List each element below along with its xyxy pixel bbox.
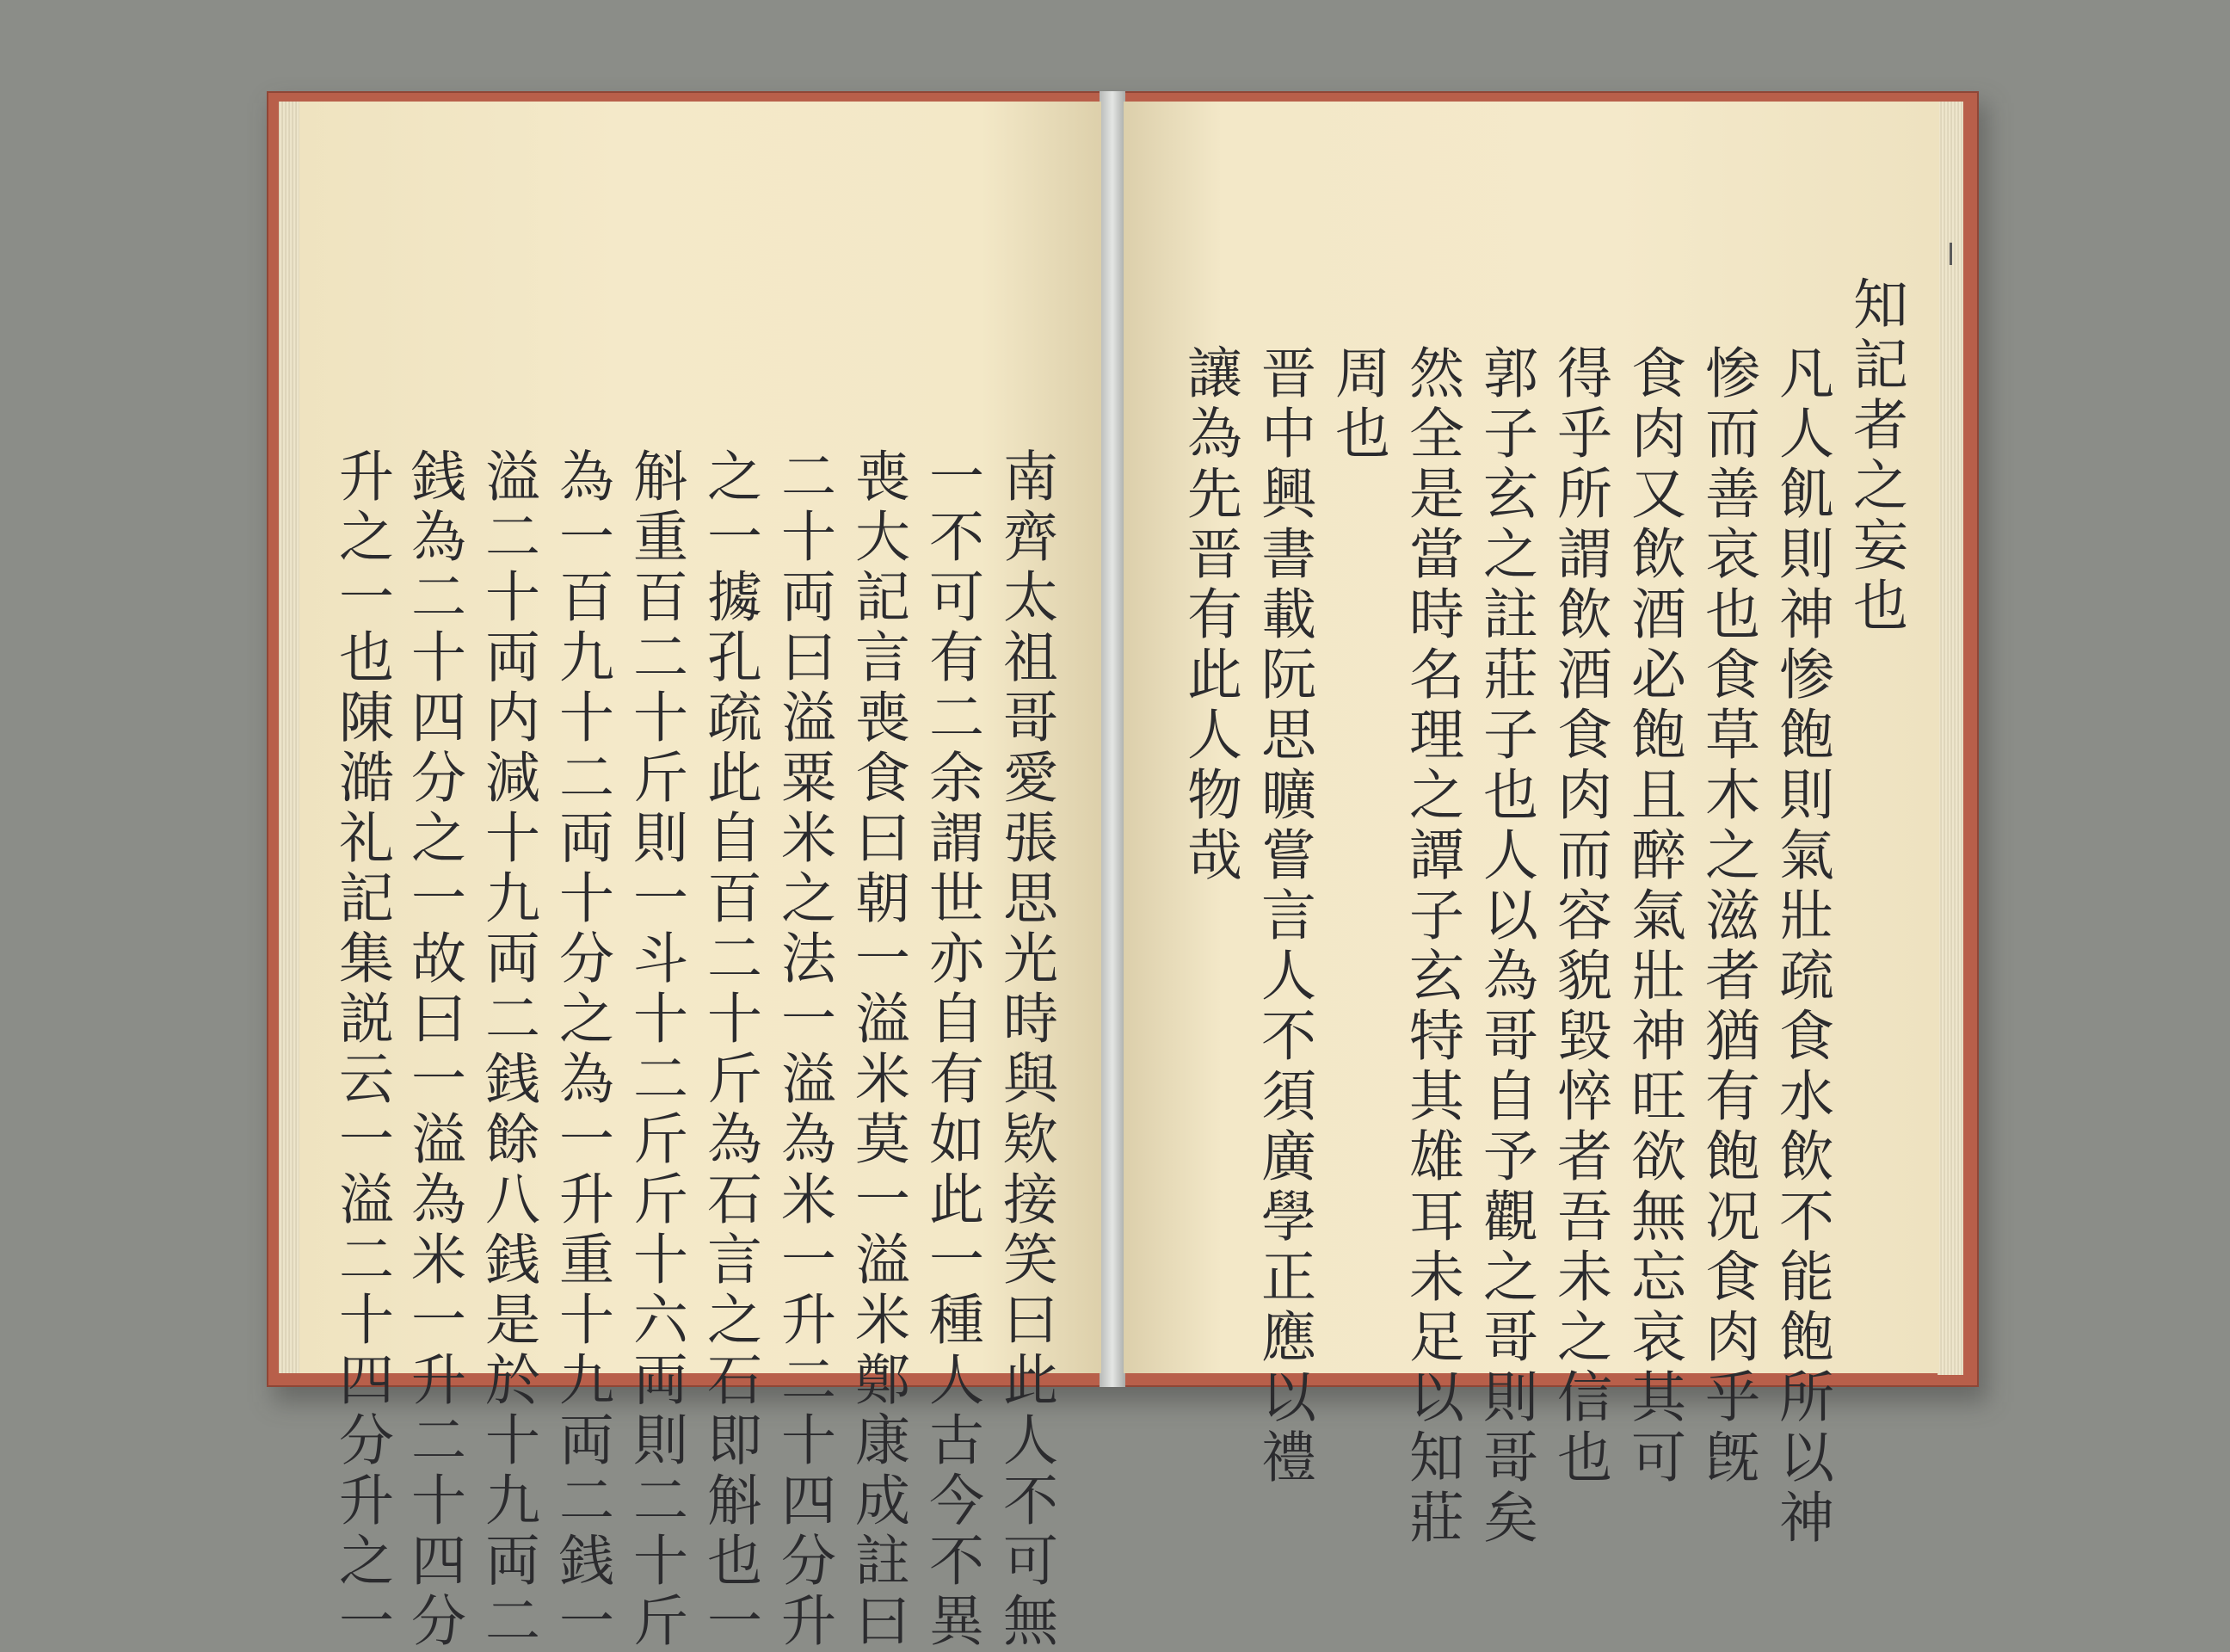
left-column-9: 銭為二十四分之一故曰一溢為米一升二十四分 <box>402 447 465 1652</box>
right-column-3: 惨而善哀也食草木之滋者猶有飽况食肉乎旣 <box>1696 344 1759 1489</box>
left-column-4: 二十両曰溢粟米之法一溢為米一升二十四分升 <box>772 447 835 1652</box>
right-column-6: 郭子玄之註莊子也人以為哥自予觀之哥則哥矣 <box>1474 344 1537 1549</box>
left-column-6: 斛重百二十斤則一斗十二斤斤十六両則二十斤 <box>624 447 687 1652</box>
right-column-5: 得乎所謂飲酒食肉而容貌毀悴者吾未之信也 <box>1548 344 1611 1489</box>
right-column-1: 知記者之妄也 <box>1844 275 1907 637</box>
book-spine <box>1100 91 1125 1387</box>
left-column-10: 升之一也陳澔礼記集説云一溢二十四分升之一 <box>330 447 393 1652</box>
left-column-2: 一不可有二余謂世亦自有如此一種人古今不異 <box>920 447 983 1652</box>
right-page <box>1124 102 1939 1549</box>
left-column-3: 喪大記言喪食曰朝一溢米莫一溢米鄭康成註曰 <box>846 447 909 1652</box>
right-column-10: 讓為先晋有此人物哉 <box>1178 344 1241 886</box>
left-page-edges <box>279 102 301 1373</box>
right-column-4: 食肉又飲酒必飽且醉氣壯神旺欲無忘哀其可 <box>1622 344 1685 1489</box>
left-column-1: 南齊太祖哥愛張思光時與欵接笑曰此人不可無 <box>994 447 1057 1652</box>
page-edge-mark <box>1950 243 1952 265</box>
right-column-7: 然全是當時名理之譚子玄特其雄耳未足以知莊 <box>1400 344 1463 1549</box>
left-column-5: 之一㩀孔疏此自百二十斤為石言之石即斛也一 <box>698 447 761 1652</box>
right-page-edges <box>1937 102 1963 1375</box>
left-column-7: 為一百九十二両十分之為一升重十九両二銭一 <box>550 447 613 1652</box>
left-page <box>299 102 1101 1652</box>
right-column-9: 晋中興書載阮思曠嘗言人不須廣學正應以禮 <box>1252 344 1315 1489</box>
right-column-2: 凡人飢則神惨飽則氣壯疏食水飲不能飽所以神 <box>1770 344 1833 1549</box>
left-column-8: 溢二十両内減十九両二銭餘八銭是於十九両二 <box>476 447 539 1652</box>
right-column-8: 周也 <box>1326 344 1389 465</box>
